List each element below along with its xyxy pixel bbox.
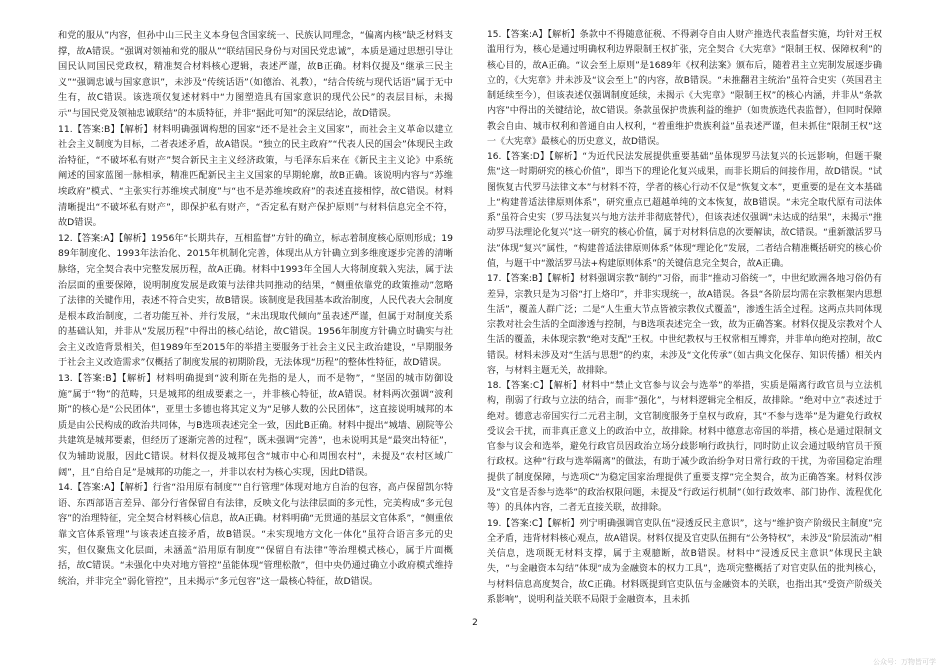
answer-paragraph: 17.【答案:B】【解析】材料强调宗教“制约”习俗，而非“推动习俗统一”，中世纪欧洲各地习俗仍有差异，宗教只是为习俗“打上烙印”，并非实现统一，故A错误。各县“各阶层均需在宗教框架内思想生活”，覆盖人群广泛；二是“人生重大节点皆被宗教仪式覆盖”，渗透生活全过程。这两点共同体现宗教对社会生活的全面渗透与控制，与B选项表述完全一致，故为正确答案。材料仅提及宗教对个人生活的覆盖，未体现宗教“绝对支配”王权。中世纪教权与王权常相互博弈，并非单向绝对控制，故C错误。材料未涉及对“生活与思想”的约束，未涉及“文化传承”（如古典文化保存、知识传播）相关内容，与材料主题无关，故排除。 (487, 274, 882, 376)
answer-paragraph: 和党的服从”内容，但孙中山三民主义本身包含国家统一、民族认同理念，“偏离内核”缺乏材料支撑，故A错误。“强调对领袖和党的服从”“联结国民身份与对国民党忠诚”，本质是通过思想引导让国民认同国民党政权，精准契合材料核心逻辑，表述严谨，故B正确。材料仅提及“继承三民主义”“强调忠诚与国家意识”，未涉及“传统话语”（如德治、礼教），“结合传统与现代话语”属于无中生有，故C错误。该选项仅复述材料中“力图塑造具有国家意识的现代公民”的表层目标，未揭示“与国民党及领袖忠诚联结”的本质特征，并非“据此可知”的深层结论，故D错误。 (58, 30, 453, 119)
answer-paragraph: 11.【答案:B】【解析】材料明确强调构想的国家“还不是社会主义国家”，而社会主义革命以建立社会主义制度为目标，二者表述矛盾，故A错误。“独立的民主政府”“代表人民的国会”体现民主政治特征，“不破坏私有财产”契合新民主主义经济政策，与毛泽东后来在《新民主主义论》中系统阐述的国家蓝图一脉相承，精准匹配新民主主义国家的早期轮廓，故B正确。该说明内容与“苏维埃政府”模式、“主张实行苏维埃式制度”与“也不是苏维埃政府”的表述直接相悖，故C错误。材料清晰提出“不破坏私有财产”，即保护私有财产，“否定私有财产保护原则”与材料信息完全不符，故D错误。 (58, 123, 453, 229)
page-number: 2 (472, 618, 478, 628)
watermark: 公众号：万物皆可学 (873, 658, 936, 666)
left-column (58, 28, 453, 589)
answer-paragraph: 13.【答案:B】【解析】材料明确提到“波利斯在先指的是人，而不是物”，“坚固的城市防御设施”属于“物”的范畴，只是城邦的组成要素之一，并非核心特征，故A错误。材料两次强调“波利斯”的核心是“公民团体”，亚里士多德也将其定义为“足够人数的公民团体”，这直接说明城邦的本质是由公民构成的政治共同体，与B选项表述完全一致，因此B正确。材料中提出“城墙、剧院等公共建筑是城邦要素，但经历了逐渐完善的过程”，既未强调“完善”，也未说明其是“最突出特征”，仅为辅助说服，因此C错误。材料仅提及城邦包含“城市中心和周围农村”，未提及“农村区域广阔”，且“自给自足”是城邦的功能之一，并非以农村为核心实现，因此D错误。 (58, 373, 453, 478)
answer-paragraph: 14.【答案:A】【解析】行省“沿用原有制度”“自行管理”体现对地方自治的包容，高卢保留凯尔特语、东西部语言差异、部分行省保留自有法律，反映文化与法律层面的多元性，完美构成“多元包容”的治理特征，完全契合材料核心信息，故A正确。材料明确“无贯通的基层文官体系”，“侧重依靠文官体系管理”与该表述直接矛盾，故B错误。“未实现地方文化一体化”虽符合语言多元的史实，但仅聚焦文化层面，未涵盖“沿用原有制度”“保留自有法律”等治理模式核心，属于片面概括，故C错误。“未强化中央对地方管控”虽能体现“管理松散”，但中央仍通过确立小政府模式维持统治，并非完全“弱化管控”，且未揭示“多元包容”这一最核心特征，故D错误。 (58, 482, 453, 587)
answer-paragraph: 16.【答案:D】【解析】“为近代民法发展提供重要基础”虽体现罗马法复兴的长远影响，但题干聚焦“这一时期研究的核心价值”，即当下的理论化复兴成果，而非长期后的间接作用，故D错误。“试图恢复古代罗马法律文本”与材料不符，学者的核心行动不仅是“恢复文本”，更重要的是在文本基础上“构建普适法律原则体系”，研究重点已超越单纯的文本恢复，故B错误。“未完全取代原有司法体系”虽符合史实（罗马法复兴与地方法并非彻底替代），但该表述仅强调“未达成的结果”，未揭示“推动罗马法理论化复兴”这一研究的核心价值，属于对材料信息的次要解读，故C错误。“重新激活罗马法”体现“复兴”属性，“构建普适法律原则体系”体现“理论化”发展，二者结合精准概括研究的核心价值，与题干中“激活罗马法+构建原则体系”的关键信息完全契合，故A正确。 (487, 152, 882, 269)
answer-paragraph: 18.【答案:C】【解析】材料中“禁止文官参与议会与选举”的举措，实质是隔离行政官员与立法机构，削弱了行政与立法的结合，而非“强化”，与材料逻辑完全相反，故排除。“绝对中立”表述过于绝对。德意志帝国实行二元君主制，文官制度服务于皇权与政府，其“不参与选举”是为避免行政权受议会干扰，而非真正意义上的政治中立，故排除。材料中德意志帝国的举措，核心是通过限制文官参与议会和选举，避免行政官员因政治立场分歧影响行政执行，同时防止议会通过吸纳官员干预行政权。这种“行政与选举隔离”的做法，有助于减少政治纷争对日常行政的干扰，为帝国稳定治理提供了制度保障，与选项C“为稳定国家治理提供了重要支撑”完全契合，故为正确答案。材料仅涉及“文官是否参与选举”的政治权限问题，未提及“行政运行机制”（如行政效率、部门协作、流程优化等）的具体内容，二者无直接关联，故排除。 (487, 381, 882, 514)
answer-paragraph: 19.【答案:C】【解析】列宁明确强调官吏队伍“浸透反民主意识”，这与“维护资产阶级民主制度”完全矛盾，违背材料核心观点，故A错误。材料仅提及官吏队伍拥有“公务特权”，未涉及“阶层流动”相关信息，选项既无材料支撑，属于主观臆断，故B错误。材料中“浸透反民主意识”体现民主缺失，“与金融资本勾结”体现“成为金融资本的权力工具”，选项完整概括了对官吏队伍的批判核心，与材料信息高度契合，故C正确。材料既提到官吏队伍与金融资本的关联，也指出其“受资产阶级关系影响”，说明利益关联不局限于金融资本，且未抓 (487, 518, 882, 605)
answer-paragraph: 15.【答案:A】【解析】条款中不得随意征税、不得剥夺自由人财产推选代表监督实施，均针对王权滥用行为，核心是通过明确权利边界限制王权扩张，完全契合《大宪章》“限制王权、保障权利”的核心目的，故A正确。“议会至上原则”是1689年《权利法案》颁布后，随着君主立宪制发展逐步确立的，《大宪章》并未涉及“议会至上”的内容，故B错误。“未推翻君主统治”虽符合史实（英国君主制延续至今），但该表述仅强调制度延续，未揭示《大宪章》“限制王权”的核心内涵，并非从“条款内容”中得出的关键结论，故C错误。条款虽保护贵族利益的维护（如贵族选代表监督），但同时保障教会自由、城市权利和普通自由人权利，“着重维护贵族利益”虽表述严谨，但未抓住“限制王权”这一《大宪章》最核心的历史意义，故D错误。 (487, 30, 882, 147)
answer-paragraph: 12.【答案:A】【解析】1956年“长期共存，互相监督”方针的确立，标志着制度核心原则形成；1989年制度化、1993年法治化、2015年机制化完善，体现出从方针确立到多维度逐步完善的清晰脉络，完全契合表中完整发展历程，故A正确。材料中1993年全国人大将制度载入宪法，属于法治层面的重要保障，说明制度发展是政策与法律共同推动的结果，“侧重依靠党的政策推动”忽略了法律的关键作用，表述不符合史实，故B错误。该制度是我国基本政治制度，人民代表大会制度是根本政治制度，二者功能互补、并行发展，“未出现取代倾向”虽表述严谨，但属于对制度关系的基础认知，并非从“发展历程”中得出的核心结论，故C错误。1956年制度方针确立时确实与社会主义改造背景相关，但1989年至2015年的举措主要服务于社会主义民主政治建设，“早期服务于社会主义改造需求”仅概括了制度发展的初期阶段，无法体现“历程”的整体性特征，故D错误。 (58, 232, 453, 369)
right-column (487, 28, 882, 608)
